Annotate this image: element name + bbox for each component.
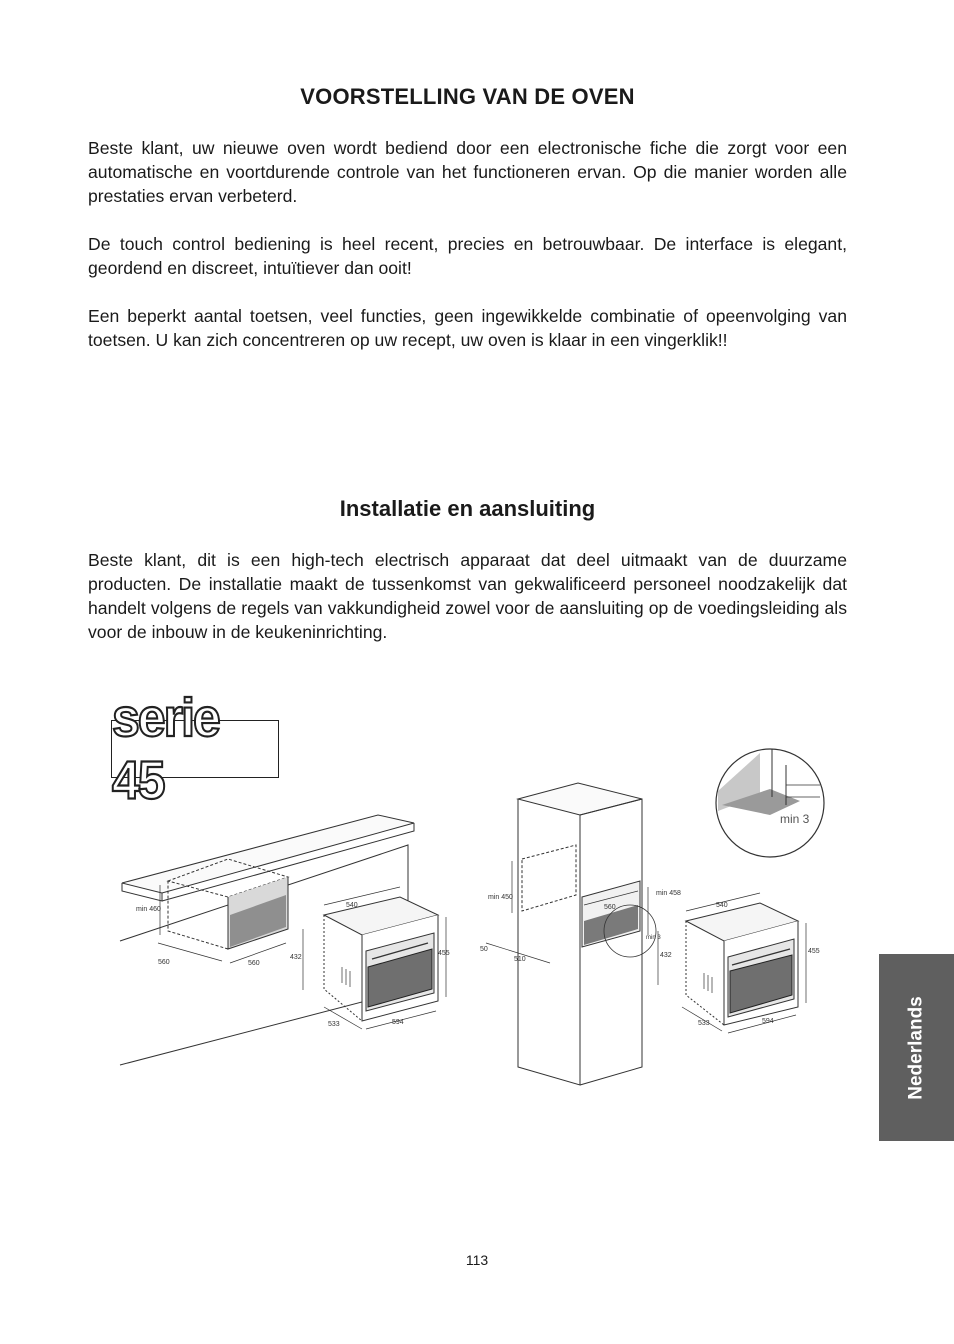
intro-paragraph-2: De touch control bediening is heel recent, precies en betrouwbaar. De interface is elegant, geordend en discreet, intuïtiever dan ooit! xyxy=(88,234,847,278)
min3-detail-circle xyxy=(716,749,824,857)
language-side-tab xyxy=(879,954,954,1141)
dim-432: 432 xyxy=(290,954,302,961)
page-number: 113 xyxy=(465,1252,489,1268)
series-logo-text: serie 45 xyxy=(112,687,219,811)
intro-paragraph-3: Een beperkt aantal toetsen, veel functies, geen ingewikkelde combinatie of opeenvolging van toetsen. U kan zich concentreren op uw recept, uw oven is klaar in een vingerklik!! xyxy=(88,306,847,350)
dim-min-3-small: min 3 xyxy=(646,935,661,941)
dim-min-460: min 460 xyxy=(136,906,161,913)
dim-540: 540 xyxy=(346,902,358,909)
intro-paragraph-1: Beste klant, uw nieuwe oven wordt bediend door een electronische fiche die zorgt voor een automatische en voortdurende controle van het functioneren ervan. Op die manier worden alle prestaties ervan verbeterd. xyxy=(88,138,847,206)
dim-432-column: 432 xyxy=(660,952,672,959)
installation-diagram xyxy=(110,745,830,1105)
dim-560-width: 560 xyxy=(248,960,260,967)
language-tab-label: Nederlands xyxy=(905,995,927,1100)
dim-min-450: min 450 xyxy=(488,894,513,901)
dim-540-b: 540 xyxy=(716,902,728,909)
dim-50: 50 xyxy=(480,946,488,953)
dim-560-column: 560 xyxy=(604,904,616,911)
dim-533-b: 533 xyxy=(698,1020,710,1027)
dim-min-458: min 458 xyxy=(656,890,681,897)
dim-560-depth: 560 xyxy=(158,959,170,966)
dim-455-b: 455 xyxy=(808,948,820,955)
dim-min-3-detail: min 3 xyxy=(780,812,810,826)
dim-594-b: 594 xyxy=(762,1018,774,1025)
dim-594: 594 xyxy=(392,1019,404,1026)
installation-paragraph: Beste klant, dit is een high-tech electrisch apparaat dat deel uitmaakt van de duurzame producten. De installatie maakt de tussenkomst van gekwalificeerd personeel noodzakelijk dat handelt volgens de regels van vakkundigheid zowel voor de aansluiting op de voedingsleiding als voor de inbouw in de keukeninrichting. xyxy=(88,550,847,642)
section-heading-installation: Installatie en aansluiting xyxy=(339,496,596,521)
dim-455: 455 xyxy=(438,950,450,957)
dim-533: 533 xyxy=(328,1021,340,1028)
worktop-installation-drawing xyxy=(120,815,446,1065)
section-heading-oven: VOORSTELLING VAN DE OVEN xyxy=(300,84,635,109)
dim-510: 510 xyxy=(514,956,526,963)
